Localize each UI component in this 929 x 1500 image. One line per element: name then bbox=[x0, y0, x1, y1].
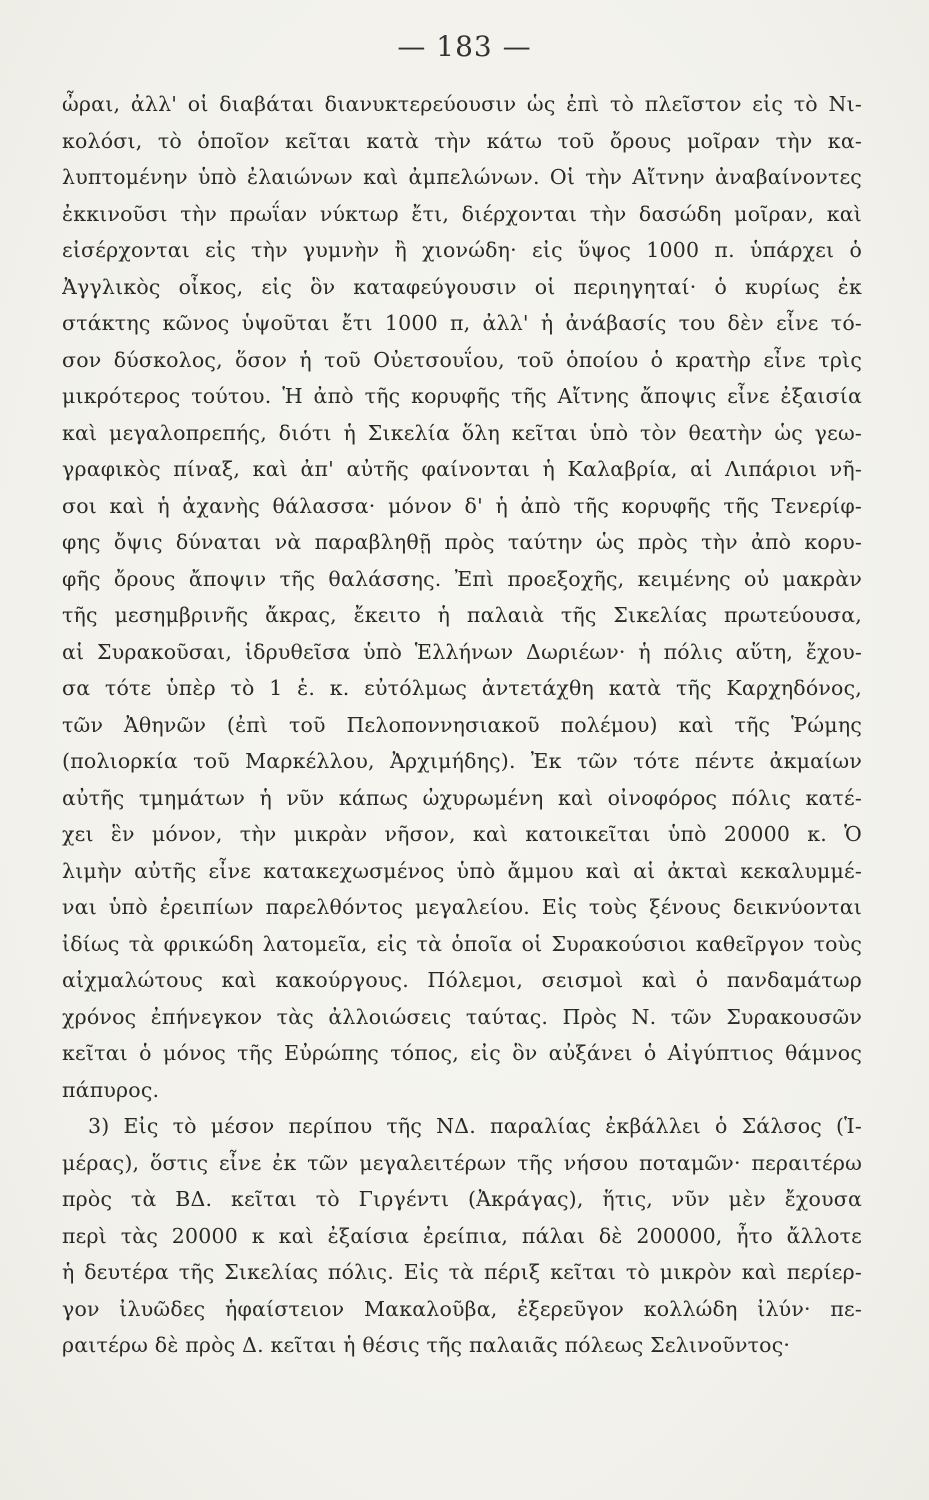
text-line: Ἀγγλικὸς οἶκος, εἰς ὃν καταφεύγουσιν οἱ περιηγηταί· ὁ κυρίως ἐκ bbox=[62, 274, 862, 299]
text-line: καὶ μεγαλοπρεπής, διότι ἡ Σικελία ὅλη κεῖται ὑπὸ τὸν θεατὴν ὡς γεω- bbox=[62, 420, 862, 445]
text-line: τῶν Ἀθηνῶν (ἐπὶ τοῦ Πελοποννησιακοῦ πολέμου) καὶ τῆς Ῥώμης bbox=[62, 712, 862, 737]
text-line: αἱ Συρακοῦσαι, ἱδρυθεῖσα ὑπὸ Ἑλλήνων Δωριέων· ἡ πόλις αὕτη, ἔχου- bbox=[62, 639, 862, 664]
text-line: μικρότερος τούτου. Ἡ ἀπὸ τῆς κορυφῆς τῆς Αἴτνης ἄποψις εἶνε ἐξαισία bbox=[62, 384, 862, 408]
text-line: κεῖται ὁ μόνος τῆς Εὐρώπης τόπος, εἰς ὃν αὐξάνει ὁ Αἰγύπτιος θάμνος bbox=[62, 1041, 862, 1065]
text-line: λιμὴν αὐτῆς εἶνε κατακεχωσμένος ὑπὸ ἄμμου καὶ αἱ ἀκταὶ κεκαλυμμέ- bbox=[62, 858, 862, 883]
text-line: ναι ὑπὸ ἐρειπίων παρελθόντος μεγαλείου. Εἰς τοὺς ξένους δεικνύονται bbox=[62, 895, 862, 919]
text-line: αὐτῆς τμημάτων ἡ νῦν κάπως ὠχυρωμένη καὶ οἰνοφόρος πόλις κατέ- bbox=[62, 785, 862, 810]
paragraph bbox=[62, 86, 862, 1108]
text-line: ἐκκινοῦσι τὴν πρωΐαν νύκτωρ ἔτι, διέρχονται τὴν δασώδη μοῖραν, καὶ bbox=[62, 201, 862, 226]
text-line: (πολιορκία τοῦ Μαρκέλλου, Ἀρχιμήδης). Ἐκ τῶν τότε πέντε ἀκμαίων bbox=[62, 749, 862, 773]
text-line: τῆς μεσημβρινῆς ἄκρας, ἔκειτο ἡ παλαιὰ τῆς Σικελίας πρωτεύουσα, bbox=[62, 603, 862, 627]
body-text bbox=[62, 86, 862, 1364]
text-line: σα τότε ὑπὲρ τὸ 1 ἑ. κ. εὐτόλμως ἀντετάχθη κατὰ τῆς Καρχηδόνος, bbox=[62, 676, 862, 700]
text-line: χει ἓν μόνον, τὴν μικρὰν νῆσον, καὶ κατοικεῖται ὑπὸ 20000 κ. Ὁ bbox=[62, 822, 862, 846]
page-number: — 183 — bbox=[397, 30, 532, 63]
paragraph bbox=[62, 1108, 862, 1364]
text-line: γραφικὸς πίναξ, καὶ ἀπ' αὐτῆς φαίνονται ἡ Καλαβρία, αἱ Λιπάριοι νῆ- bbox=[62, 457, 862, 481]
text-line: χρόνος ἐπήνεγκον τὰς ἀλλοιώσεις ταύτας. Πρὸς Ν. τῶν Συρακουσῶν bbox=[62, 1004, 862, 1029]
text-line: ἡ δευτέρα τῆς Σικελίας πόλις. Εἰς τὰ πέριξ κεῖται τὸ μικρὸν καὶ περίερ- bbox=[62, 1260, 862, 1284]
text-line: 3) Εἰς τὸ μέσον περίπου τῆς ΝΔ. παραλίας ἐκβάλλει ὁ Σάλσος (Ἱ- bbox=[88, 1114, 862, 1138]
text-line: σον δύσκολος, ὅσον ἡ τοῦ Οὐετσουΐου, τοῦ ὁποίου ὁ κρατὴρ εἶνε τρὶς bbox=[62, 347, 862, 372]
text-line: ἰδίως τὰ φρικώδη λατομεῖα, εἰς τὰ ὁποῖα οἱ Συρακούσιοι καθεῖργον τοὺς bbox=[62, 931, 862, 956]
text-line: γον ἰλυῶδες ἡφαίστειον Μακαλοῦβα, ἐξερεῦγον κολλώδη ἰλύν· πε- bbox=[62, 1296, 862, 1321]
text-line: εἰσέρχονται εἰς τὴν γυμνὴν ἢ χιονώδη· εἰς ὕψος 1000 π. ὑπάρχει ὁ bbox=[62, 238, 862, 262]
text-line: φῆς ὄρους ἄποψιν τῆς θαλάσσης. Ἐπὶ προεξοχῆς, κειμένης οὐ μακρὰν bbox=[62, 566, 862, 591]
text-line: στάκτης κῶνος ὑψοῦται ἔτι 1000 π, ἀλλ' ἡ ἀνάβασίς του δὲν εἶνε τό- bbox=[62, 311, 862, 335]
text-line: περὶ τὰς 20000 κ καὶ ἐξαίσια ἐρείπια, πάλαι δὲ 200000, ἦτο ἄλλοτε bbox=[62, 1223, 862, 1248]
text-line: πάπυρος. bbox=[62, 1077, 160, 1102]
text-line: μέρας), ὅστις εἶνε ἐκ τῶν μεγαλειτέρων τῆς νήσου ποταμῶν· περαιτέρω bbox=[62, 1150, 862, 1175]
text-line: πρὸς τὰ ΒΔ. κεῖται τὸ Γιργέντι (Ἀκράγας), ἥτις, νῦν μὲν ἔχουσα bbox=[62, 1187, 862, 1211]
text-line: ὦραι, ἀλλ' οἱ διαβάται διανυκτερεύουσιν ὡς ἐπὶ τὸ πλεῖστον εἰς τὸ Νι- bbox=[62, 92, 862, 116]
text-line: κολόσι, τὸ ὁποῖον κεῖται κατὰ τὴν κάτω τοῦ ὄρους μοῖραν τὴν κα- bbox=[62, 128, 862, 153]
text-line: λυπτομένην ὑπὸ ἐλαιώνων καὶ ἀμπελώνων. Οἱ τὴν Αἴτνην ἀναβαίνοντες bbox=[62, 165, 862, 189]
text-line: φης ὄψις δύναται νὰ παραβληθῇ πρὸς ταύτην ὡς πρὸς τὴν ἀπὸ κορυ- bbox=[62, 530, 862, 554]
text-line: αἰχμαλώτους καὶ κακούργους. Πόλεμοι, σεισμοὶ καὶ ὁ πανδαμάτωρ bbox=[62, 968, 862, 992]
text-line: σοι καὶ ἡ ἀχανὴς θάλασσα· μόνον δ' ἡ ἀπὸ τῆς κορυφῆς τῆς Τενερίφ- bbox=[62, 493, 862, 518]
text-line: ραιτέρω δὲ πρὸς Δ. κεῖται ἡ θέσις τῆς παλαιᾶς πόλεως Σελινοῦντος· bbox=[62, 1333, 791, 1357]
